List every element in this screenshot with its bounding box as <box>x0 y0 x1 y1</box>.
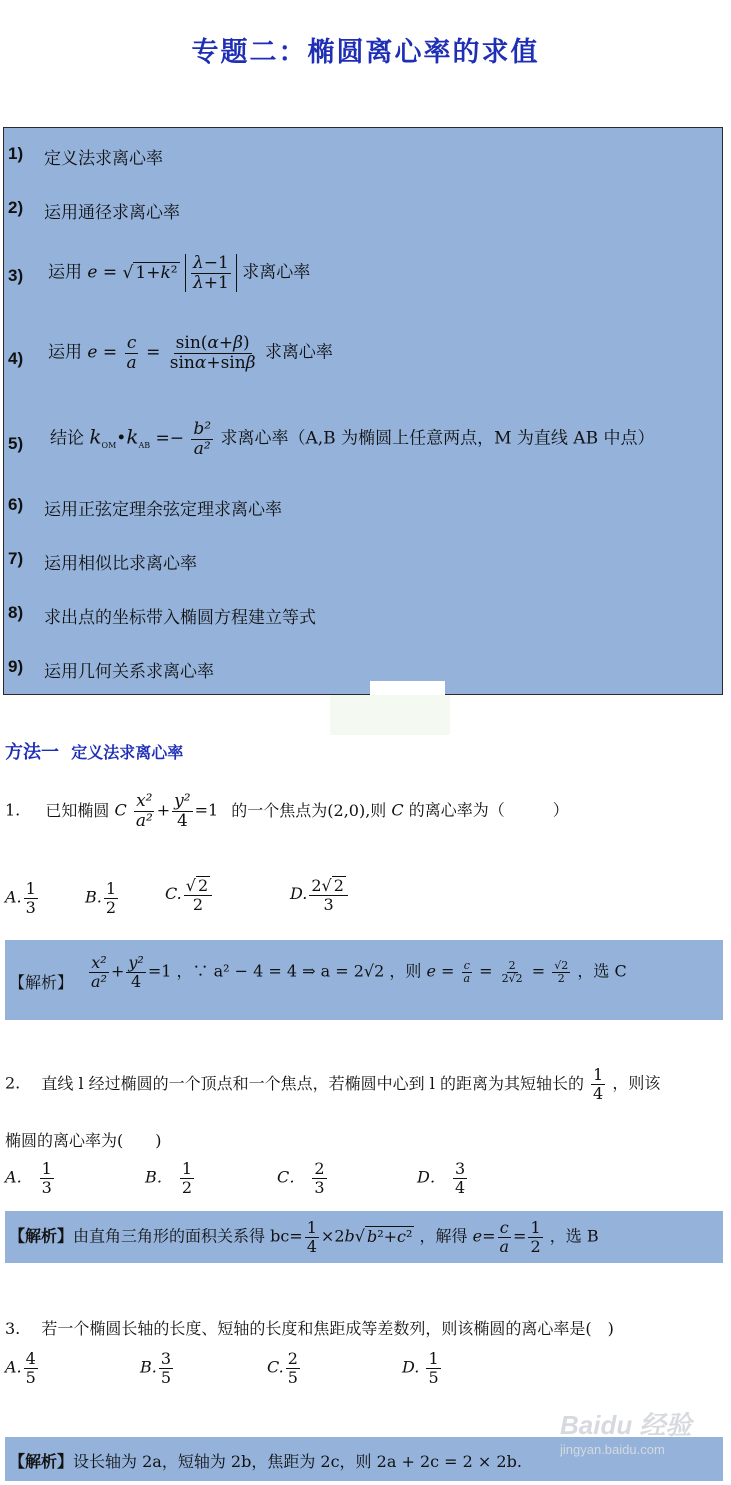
question-text: 已知椭圆 <box>45 800 110 820</box>
question-number: 3. <box>5 1319 21 1338</box>
question-text: 的离心率为（ ） <box>408 800 569 820</box>
toc-num: 4) <box>8 349 24 368</box>
solution-box-1: 【解析】 $\frac{\text{x²}}{\text{a²}}$ + $\frac{\text{y²}}{4}$ =1 ，∵ a² − 4 = 4 ⇒ a = 2√2 ，则 e = $\frac{c}{a}$ = $\frac{2}{2√2}$ = $\frac{√2}{2}$ ，选 C <box>5 940 723 1020</box>
watermark-url: jingyan.baidu.com <box>560 1442 665 1457</box>
sqrt-expression: √ 1+k² <box>122 262 178 283</box>
abs-fraction: $\frac{\lambda-1}{\lambda+1}$ <box>185 254 237 292</box>
option-b[interactable]: B． $\frac{1}{2}$ <box>145 1159 193 1197</box>
option-c[interactable]: C． $\frac{2}{3}$ <box>277 1159 325 1197</box>
question-text: 若一个椭圆长轴的长度、短轴的长度和焦距成等差数列，则该椭圆的离心率是( ) <box>41 1319 614 1338</box>
watermark-logo: Baidu 经验 <box>560 1410 692 1440</box>
toc-num: 2) <box>8 198 24 217</box>
question-1: 1. 已知椭圆 C $\frac{\text{x²}}{\text{a²}}$ + $\frac{\text{y²}}{4}$ =1 的一个焦点为(2,0),则 C 的离心率为（ ） <box>5 791 569 831</box>
solution-box-2: 【解析】由直角三角形的面积关系得 bc= $\frac{1}{4}$ ×2b√ b²+c² ，解得 e= $\frac{c}{a}$ = $\frac{1}{2}$ ，选 B <box>5 1211 723 1263</box>
toc-text: 运用 <box>48 262 82 283</box>
toc-text: 求离心率 <box>264 342 333 363</box>
option-b[interactable]: B. $\frac{3}{5}$ <box>140 1349 172 1387</box>
q3-options <box>5 1350 725 1400</box>
question-2-line2: 椭圆的离心率为( ) <box>5 1131 162 1150</box>
toc-num: 1) <box>8 144 24 163</box>
question-number: 1. <box>5 800 21 820</box>
question-text: 直线 l 经过椭圆的一个顶点和一个焦点，若椭圆中心到 l 的距离为其短轴长的 <box>41 1073 584 1093</box>
option-d[interactable]: D. $\frac{2√ 2}{3}$ <box>290 876 350 913</box>
method-text: 定义法求离心率 <box>71 743 184 762</box>
solution-label: 【解析】 <box>9 973 74 992</box>
white-patch <box>370 681 445 696</box>
solution-text: 设长轴为 2a，短轴为 2b，焦距为 2c，则 2a + 2c = 2 × 2b. <box>73 1452 522 1471</box>
faint-patch <box>330 695 450 735</box>
toc-text: 定义法求离心率 <box>44 149 163 169</box>
solution-text: ，选 B <box>549 1226 599 1246</box>
toc-num: 9) <box>8 657 24 676</box>
watermark <box>560 1405 700 1460</box>
toc-text: 运用 <box>48 342 82 363</box>
formula-sin-ratio: $\frac{\sin(\alpha+\beta)}{\sin\alpha+\sin\beta}$ <box>169 333 256 373</box>
question-text: 的一个焦点为(2,0),则 <box>231 800 387 820</box>
toc-num: 5) <box>8 434 24 453</box>
solution-label: 【解析】 <box>9 1228 74 1246</box>
toc-text: 求出点的坐标带入椭圆方程建立等式 <box>44 608 316 628</box>
method-label: 方法一 <box>5 742 59 763</box>
solution-text: ，∵ a² − 4 = 4 ⇒ a = 2√2 ，则 <box>176 961 422 981</box>
q2-options <box>5 1160 725 1210</box>
solution-text: 由直角三角形的面积关系得 bc= <box>73 1226 303 1246</box>
ellipse-var: C <box>391 800 404 820</box>
toc-text: 运用正弦定理余弦定理求离心率 <box>44 500 282 520</box>
question-3 <box>5 1316 614 1339</box>
question-number: 2. <box>5 1073 21 1093</box>
solution-label: 【解析】 <box>9 1454 74 1471</box>
formula-c-over-a: $\frac{c}{a}$ <box>126 333 137 373</box>
toc-num: 6) <box>8 495 24 514</box>
formula-e-sqrt: e <box>87 262 98 283</box>
toc-num: 7) <box>8 549 24 568</box>
toc-text: 运用相似比求离心率 <box>44 554 197 574</box>
formula-b2-a2: $\frac{\text{b²}}{\text{a²}}$ <box>193 419 212 459</box>
toc-text: 结论 <box>50 428 84 449</box>
toc-text: 运用通径求离心率 <box>44 203 180 223</box>
question-2: 2. 直线 l 经过椭圆的一个顶点和一个焦点，若椭圆中心到 l 的距离为其短轴长的 $\frac{1}{4}$ ，则该 <box>5 1065 661 1103</box>
question-text: ，则该 <box>612 1073 661 1093</box>
page-title: 专题二：椭圆离心率的求值 <box>191 37 540 68</box>
option-b[interactable]: B. $\frac{1}{2}$ <box>85 879 117 917</box>
ellipse-var: C <box>114 800 127 820</box>
solution-text: ，解得 <box>419 1226 468 1246</box>
option-d[interactable]: D． $\frac{3}{4}$ <box>417 1159 466 1197</box>
toc-text: 运用几何关系求离心率 <box>44 662 214 682</box>
option-c[interactable]: C. $\frac{√ 2}{2}$ <box>165 876 214 913</box>
toc-text: 求离心率 <box>242 262 311 283</box>
toc-text: 求离心率（A,B 为椭圆上任意两点，M 为直线 AB 中点） <box>220 428 655 449</box>
option-d[interactable]: D. $\frac{1}{5}$ <box>402 1349 439 1387</box>
option-a[interactable]: A. $\frac{1}{3}$ <box>5 879 36 917</box>
option-c[interactable]: C. $\frac{2}{5}$ <box>267 1349 298 1387</box>
method-heading <box>5 738 183 764</box>
solution-text: ，选 C <box>577 961 627 981</box>
toc-num: 8) <box>8 603 24 622</box>
q1-options <box>5 872 725 932</box>
option-a[interactable]: A． $\frac{1}{3}$ <box>5 1159 52 1197</box>
option-a[interactable]: A. $\frac{4}{5}$ <box>5 1349 36 1387</box>
toc-num: 3) <box>8 266 24 285</box>
topic-list: 1) 定义法求离心率 2) 运用通径求离心率 3) 运用 e = √ 1+k² $\frac{\lambda-1}{\lambda+1}$ 求离心率 4) 运用 e = $\frac{c}{a}$ = $\frac{\sin(\alpha+\beta)}{\sin\alpha+\sin\beta}$ 求离心率 5) 结论 $k_{OM}•k_{AB}$ =− $\frac{\text{b²}}{\text{a²}}$ 求离心率（A,B 为椭圆上任意两点，M 为直线 AB 中点） 6) 运用正弦定理余弦定理求离心率 7) 运用相似比求离心率 8) 求出点的坐标带入椭圆方程建立等式 9) 运用几何关系求离心率 <box>3 127 723 695</box>
